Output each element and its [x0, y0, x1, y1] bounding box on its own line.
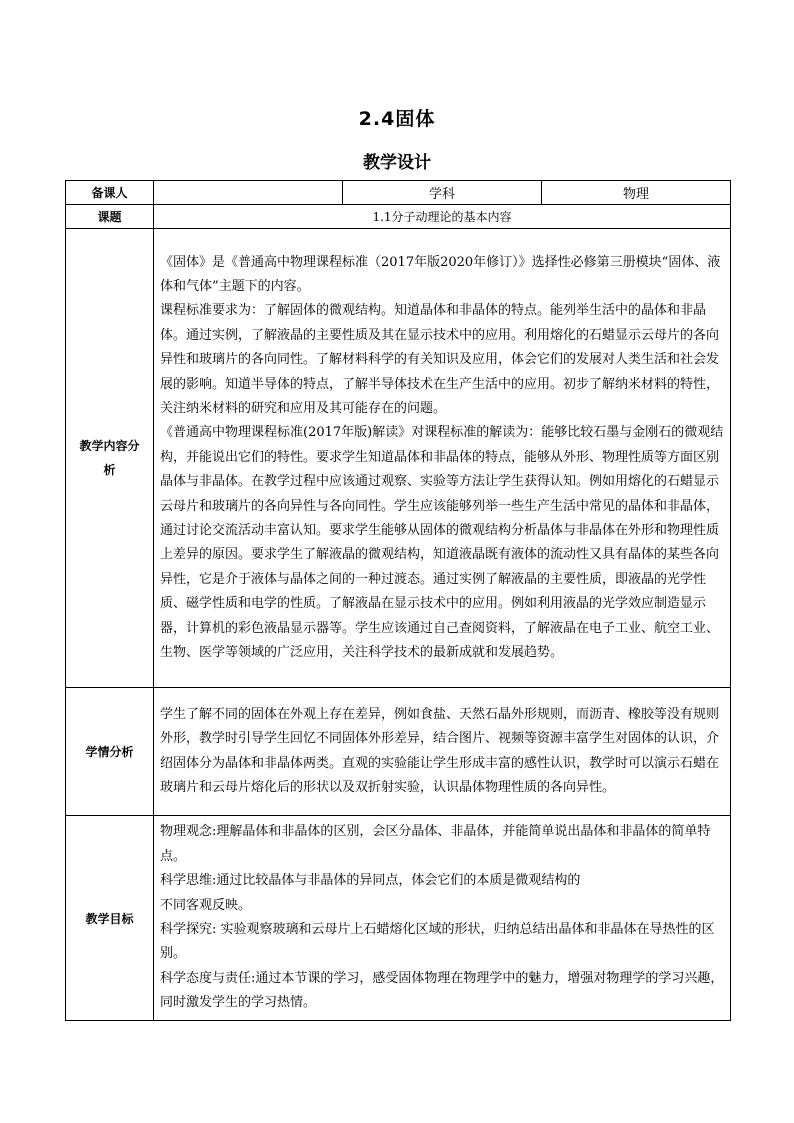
content-analysis-label: 教学内容分析 — [66, 229, 154, 688]
table-row — [66, 229, 731, 688]
preparer-label: 备课人 — [66, 181, 154, 205]
table-row — [66, 181, 731, 205]
subject-label: 学科 — [343, 181, 542, 205]
table-row — [66, 688, 731, 816]
preparer-value — [154, 181, 343, 205]
table-row — [66, 205, 731, 229]
paragraph: 《普通高中物理课程标准(2017年版)解读》对课程标准的解读为：能够比较石墨与金刚石的微观结构，并能说出它们的特性。要求学生知道晶体和非晶体的特点，能够从外形、物理性质等方面区别晶体与非晶体。在教学过程中应该通过观察、实验等方法让学生获得认知。例如用熔化的石蜡显示云母片和玻璃片的各向异性与各向同性。学生应该能够列举一些生产生活中常见的晶体和非晶体，通过讨论交流活动丰富认知。要求学生能够从固体的微观结构分析晶体与非晶体在外形和物理性质上差异的原因。要求学生了解液晶的微观结构，知道液晶既有液体的流动性又具有晶体的某些各向异性，它是介于液体与晶体之间的一种过渡态。通过实例了解液晶的主要性质，即液晶的光学性质、磁学性质和电学的性质。了解液晶在显示技术中的应用。例如利用液晶的光学效应制造显示器，计算机的彩色液晶显示器等。学生应该通过自己查阅资料，了解液晶在电子工业、航空工业、生物、医学等领域的广泛应用，关注科学技术的最新成就和发展趋势。 — [160, 425, 724, 661]
paragraph: 课程标准要求为：了解固体的微观结构。知道晶体和非晶体的特点。能列举生活中的晶体和非晶体。通过实例，了解液晶的主要性质及其在显示技术中的应用。利用熔化的石蜡显示云母片的各向异性和玻璃片的各向同性。了解材料科学的有关知识及应用，体会它们的发展对人类生活和社会发展的影响。知道半导体的特点，了解半导体技术在生产生活中的应用。初步了解纳米材料的特性，关注纳米材料的研究和应用及其可能存在的问题。 — [160, 303, 720, 416]
document-subtitle: 教学设计 — [363, 153, 431, 173]
paragraph: 物理观念:理解晶体和非晶体的区别，会区分晶体、非晶体，并能简单说出晶体和非晶体的简单特点。 — [160, 824, 711, 864]
paragraph: 科学探究: 实验观察玻璃和云母片上石蜡熔化区域的形状，归纳总结出晶体和非晶体在导热性的区别。 — [160, 922, 715, 962]
lesson-plan-table — [65, 180, 731, 1021]
paragraph: 科学思维:通过比较晶体与非晶体的异同点，体会它们的本质是微观结构的 — [160, 873, 581, 889]
learner-analysis-label: 学情分析 — [66, 688, 154, 816]
objectives-body — [154, 816, 731, 1021]
paragraph: 学生了解不同的固体在外观上存在差异，例如食盐、天然石晶外形规则，而沥青、橡胶等没有规则外形，教学时引导学生回忆不同固体外形差异，结合图片、视频等资源丰富学生对固体的认识，介绍固体分为晶体和非晶体两类。直观的实验能让学生形成丰富的感性认识，教学时可以演示石蜡在玻璃片和云母片熔化后的形状以及双折射实验，认识晶体物理性质的各向异性。 — [160, 706, 720, 795]
paragraph: 科学态度与责任:通过本节课的学习，感受固体物理在物理学中的魅力，增强对物理学的学习兴趣，同时激发学生的学习热情。 — [160, 970, 724, 1011]
learner-analysis-body — [154, 688, 731, 816]
content-analysis-body — [154, 229, 731, 688]
topic-value: 1.1分子动理论的基本内容 — [154, 205, 731, 229]
topic-label: 课题 — [66, 205, 154, 229]
document-title: 2.4固体 — [358, 108, 436, 130]
subject-value: 物理 — [542, 181, 731, 205]
paragraph: 《固体》是《普通高中物理课程标准（2017年版2020年修订）》选择性必修第三册模块“固体、液体和气体”主题下的内容。 — [160, 254, 721, 294]
objectives-label: 教学目标 — [66, 816, 154, 1021]
table-row — [66, 816, 731, 1021]
paragraph: 不同客观反映。 — [160, 897, 252, 913]
